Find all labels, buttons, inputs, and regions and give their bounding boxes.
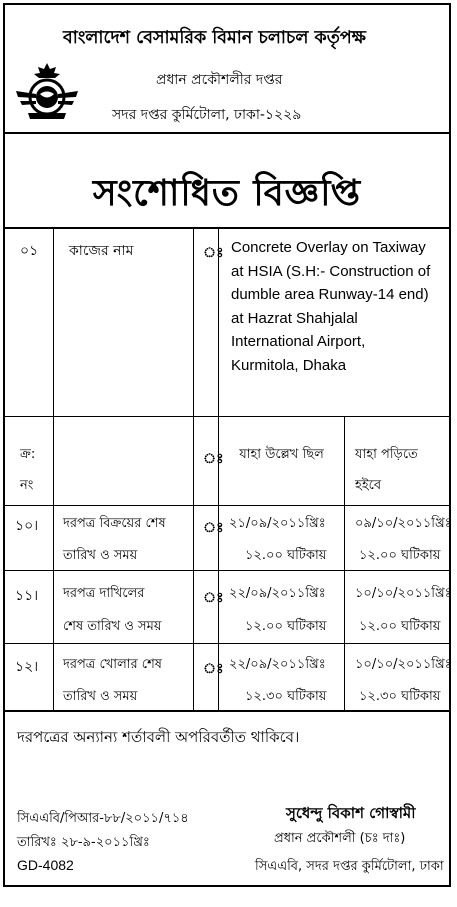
- conditions-note: দরপত্রের অন্যান্য শর্তাবলী অপরিবর্তীত থাকিবে।: [17, 728, 300, 746]
- signatory-address: সিএএবি, সদর দপ্তর কুর্মিটোলা, ঢাকা: [255, 859, 444, 874]
- work-line: at Hazrat Shahjalal: [231, 309, 358, 327]
- serial-header: ক্র:: [20, 447, 36, 462]
- notice-header: [5, 5, 449, 132]
- work-label: কাজের নাম: [69, 243, 134, 259]
- row-item: দরপত্র খোলার শেষ: [63, 657, 162, 672]
- work-serial: ০১: [20, 243, 39, 259]
- grid-line: [53, 227, 54, 711]
- row-new-time: ১২.০০ ঘটিকায়: [359, 548, 441, 563]
- grid-line: [5, 570, 449, 571]
- notice-title: সংশোধিত বিজ্ঞপ্তি: [92, 173, 362, 214]
- row-new-date: ১০/১০/২০১১খ্রিঃ: [355, 586, 452, 601]
- caab-emblem-icon: [14, 61, 80, 123]
- row-item: দরপত্র বিক্রয়ের শেষ: [63, 516, 166, 531]
- title-divider: [5, 227, 449, 229]
- row-was-date: ২২/০৯/২০১১খ্রিঃ: [229, 586, 326, 601]
- office-name: প্রধান প্রকৌশলীর দপ্তর: [156, 72, 283, 88]
- row-serial: ১১।: [15, 588, 39, 604]
- row-new-time: ১২.৩০ ঘটিকায়: [359, 689, 441, 704]
- row-serial: ১০।: [15, 518, 39, 534]
- row-was-date: ২১/০৯/২০১১খ্রিঃ: [229, 516, 326, 531]
- work-colon: ঃ: [203, 245, 224, 261]
- work-line: International Airport,: [231, 333, 366, 351]
- was-header: যাহা উল্লেখ ছিল: [239, 447, 324, 462]
- row-new-time: ১২.০০ ঘটিকায়: [359, 619, 441, 634]
- read-header-line2: হইবে: [355, 478, 382, 493]
- row-was-date: ২২/০৯/২০১১খ্রিঃ: [229, 657, 326, 672]
- table-bottom-border: [5, 710, 449, 712]
- work-line: at HSIA (S.H:- Construction of: [231, 262, 431, 280]
- memo-number: সিএএবি/পিআর-৮৮/২০১১/৭১৪: [17, 811, 189, 826]
- row-item-line2: তারিখ ও সময়: [63, 548, 138, 563]
- serial-header-line2: নং: [20, 478, 34, 493]
- row-was-time: ১২.০০ ঘটিকায়: [245, 548, 327, 563]
- header-divider: [5, 132, 449, 134]
- grid-line: [344, 416, 345, 711]
- grid-line: [5, 416, 449, 417]
- organization-name: বাংলাদেশ বেসামরিক বিমান চলাচল কর্তৃপক্ষ: [63, 28, 366, 48]
- signatory-name: সুধেন্দু বিকাশ গোস্বামী: [286, 804, 416, 822]
- grid-line: [5, 505, 449, 506]
- memo-date: তারিখঃ ২৮-৯-২০১১খ্রিঃ: [17, 835, 150, 850]
- notice-page: [3, 3, 451, 887]
- row-item: দরপত্র দাখিলের: [63, 586, 145, 601]
- work-line: Kurmitola, Dhaka: [231, 356, 347, 374]
- row-serial: ১২।: [15, 659, 39, 675]
- read-header: যাহা পড়িতে: [355, 447, 418, 462]
- row-colon: ঃ: [203, 661, 224, 677]
- grid-line: [5, 643, 449, 644]
- row-was-time: ১২.৩০ ঘটিকায়: [245, 689, 327, 704]
- work-line: Concrete Overlay on Taxiway: [231, 239, 426, 256]
- work-description: [231, 236, 446, 378]
- row-was-time: ১২.০০ ঘটিকায়: [245, 619, 327, 634]
- gd-number: GD-4082: [17, 857, 74, 873]
- header-colon: ঃ: [203, 451, 224, 467]
- row-colon: ঃ: [203, 520, 224, 536]
- work-line: dumble area Runway-14 end): [231, 286, 429, 304]
- row-item-line2: শেষ তারিখ ও সময়: [63, 619, 162, 634]
- row-new-date: ১০/১০/২০১১খ্রিঃ: [355, 657, 452, 672]
- row-item-line2: তারিখ ও সময়: [63, 689, 138, 704]
- row-new-date: ০৯/১০/২০১১খ্রিঃ: [355, 516, 452, 531]
- signatory-title: প্রধান প্রকৌশলী (চঃ দাঃ): [274, 831, 406, 846]
- row-colon: ঃ: [203, 590, 224, 606]
- grid-line: [193, 227, 194, 711]
- office-address: সদর দপ্তর কুর্মিটোলা, ঢাকা-১২২৯: [112, 107, 302, 123]
